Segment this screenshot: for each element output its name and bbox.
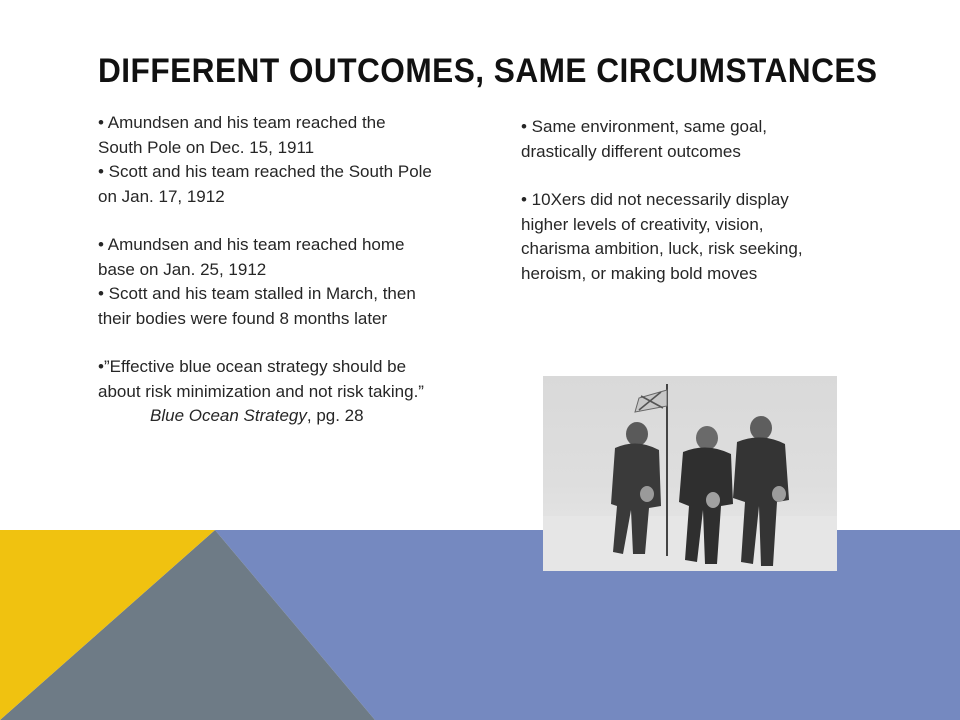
quote-source-book: Blue Ocean Strategy: [150, 406, 307, 425]
slide-title: DIFFERENT OUTCOMES, SAME CIRCUMSTANCES: [98, 52, 878, 90]
right-text-column: [521, 115, 811, 286]
quote-source: [98, 404, 433, 429]
bullet-amundsen-home: • Amundsen and his team reached home base on Jan. 25, 1912: [98, 235, 405, 279]
bullet-same-environment: • Same environment, same goal, drastically different outcomes: [521, 117, 767, 161]
spacer: [98, 209, 433, 233]
explorers-photo-image: [543, 376, 837, 571]
spacer: [98, 331, 433, 355]
bullet-10xers: • 10Xers did not necessarily display higher levels of creativity, vision, charisma ambition, luck, risk seeking, heroism, or making bold moves: [521, 190, 803, 283]
bullet-scott-pole: • Scott and his team reached the South Pole on Jan. 17, 1912: [98, 162, 432, 206]
bullet-amundsen-pole: • Amundsen and his team reached the South Pole on Dec. 15, 1911: [98, 113, 386, 157]
bullet-quote: •”Effective blue ocean strategy should be about risk minimization and not risk taking.”: [98, 357, 424, 401]
bullet-scott-stalled: • Scott and his team stalled in March, then their bodies were found 8 months later: [98, 284, 416, 328]
explorers-photo: [543, 376, 837, 571]
quote-source-page: , pg. 28: [306, 406, 364, 425]
left-text-column: [98, 111, 433, 429]
spacer: [521, 164, 811, 188]
